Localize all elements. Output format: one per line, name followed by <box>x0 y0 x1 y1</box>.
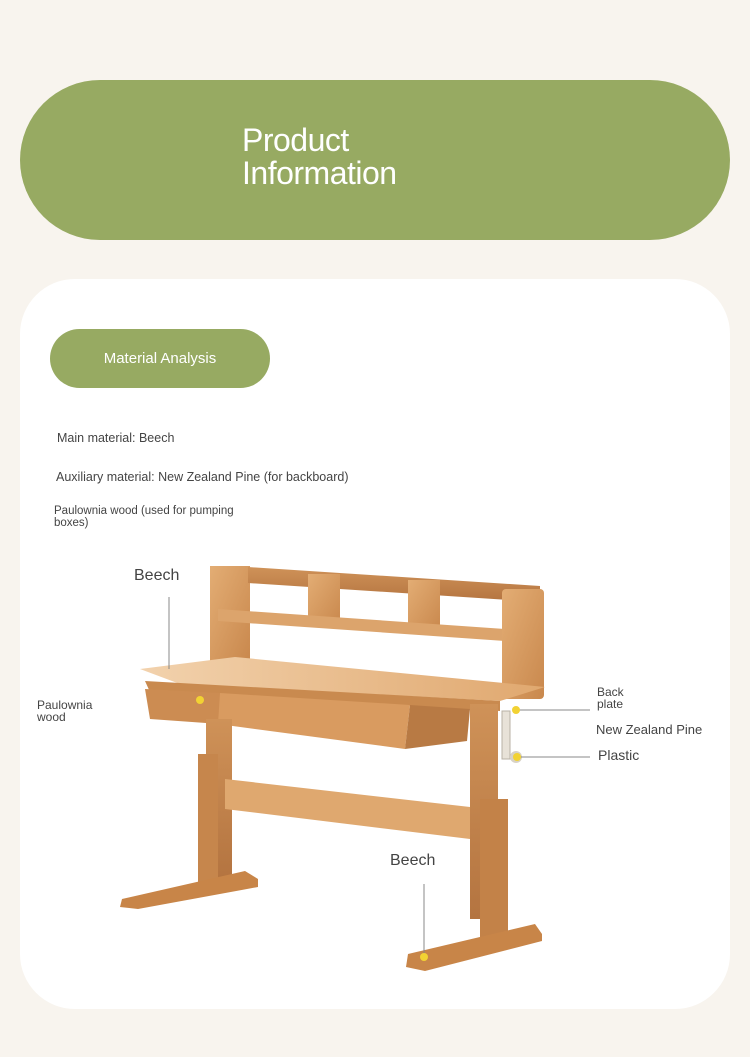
callout-back-plate: Back plate <box>597 685 624 711</box>
paulownia-dot <box>196 696 204 704</box>
left-foot <box>120 871 258 909</box>
beech-bottom-dot <box>420 953 428 961</box>
main-material-text: Main material: Beech <box>57 431 175 445</box>
page-title: Product Information <box>242 122 397 191</box>
callout-paulownia: Paulownia wood <box>37 698 93 724</box>
crank-handle <box>502 711 510 759</box>
header-banner <box>20 80 730 240</box>
hutch-top-rail <box>248 567 540 602</box>
hutch-divider-2 <box>408 580 440 630</box>
left-drawer <box>145 689 220 724</box>
callout-plastic: Plastic <box>598 747 640 763</box>
material-card <box>20 279 730 1009</box>
callout-beech-bottom: Beech <box>390 852 436 869</box>
material-analysis-badge: Material Analysis <box>50 329 270 388</box>
right-leg-inner <box>480 799 508 939</box>
back-plate-dot <box>512 706 520 714</box>
drawer-side <box>405 705 470 749</box>
plastic-dot <box>513 753 521 761</box>
paulownia-material-text: Paulownia wood (used for pumping boxes) <box>54 505 234 529</box>
callout-beech-top: Beech <box>134 567 180 584</box>
hutch-shelf <box>218 609 505 641</box>
hutch-right-side <box>502 589 544 699</box>
callout-nz-pine: New Zealand Pine <box>596 722 703 737</box>
left-leg-inner <box>198 754 218 889</box>
auxiliary-material-text: Auxiliary material: New Zealand Pine (for backboard) <box>56 470 349 484</box>
right-foot <box>406 924 542 971</box>
desk-illustration <box>20 279 730 1009</box>
stretcher-bar <box>225 779 470 839</box>
